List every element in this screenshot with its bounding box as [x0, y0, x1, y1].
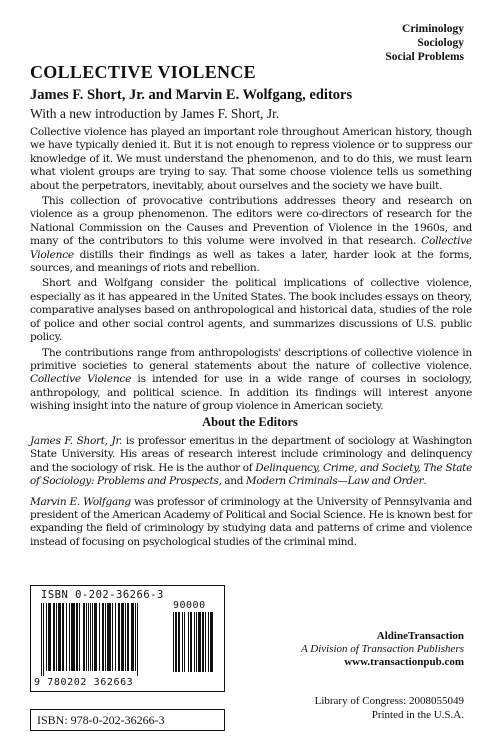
barcode-bar	[86, 603, 87, 671]
barcode-isbn-text: ISBN 0-202-36266-3	[41, 589, 164, 601]
bio-wolfgang: Marvin E. Wolfgang was professor of criminology at the University of Pennsylvania and president of the American Academy of Political and Social Science. He is known best for expanding the field of criminology by studying data and patterns of crime and violence instead of focusing on psychological studies of the criminal mind.	[30, 495, 473, 548]
isbn-label: ISBN: 978-0-202-36266-3	[30, 709, 225, 731]
barcode-bar	[41, 603, 42, 676]
barcode-bar	[196, 612, 197, 672]
barcode-bar	[198, 612, 201, 672]
introduction-credit: With a new introduction by James F. Short, Jr.	[30, 106, 280, 121]
book-description	[30, 126, 472, 416]
barcode-price-code: 90000	[173, 600, 206, 611]
barcode-bar	[194, 612, 195, 672]
barcode-bar	[92, 603, 93, 671]
barcode-bars	[41, 603, 169, 676]
book-title: COLLECTIVE VIOLENCE	[30, 62, 256, 82]
barcode-bar	[127, 603, 129, 671]
library-of-congress: Library of Congress: 2008055049	[314, 695, 464, 707]
barcode-bar	[94, 603, 97, 671]
barcode-bar	[69, 603, 70, 671]
description-paragraph-3: Short and Wolfgang consider the political implications of collective violence, especially as it has appeared in the United States. The book includes essays on theory, comparative analyses based on anthropological and historical data, studies of the role of police and other social control agents, and summarizes discussions of U.S. public policy.	[30, 277, 472, 344]
barcode-bar	[88, 603, 89, 671]
barcode-bar	[137, 603, 138, 676]
description-paragraph-1: Collective violence has played an important role throughout American history, though we have typically denied it. But it is not enough to repress violence or to suppress our knowledge of it. We must understand the phenomenon, and to do this, we must learn what violent groups are trying to say. That some choose violence tells us something about the perpetrators, inevitably, about ourselves and the society we have built.	[30, 126, 472, 192]
barcode-bar	[188, 612, 189, 672]
barcode-bar	[90, 603, 91, 671]
barcode-bar	[107, 603, 111, 671]
barcode-bar	[173, 612, 174, 672]
barcode-bar	[115, 603, 116, 671]
barcode-bar	[178, 612, 180, 672]
about-editors	[30, 435, 472, 556]
book-title-italic: Collective Violence	[30, 373, 132, 386]
barcode-bar	[135, 603, 136, 671]
barcode-bar	[71, 603, 75, 671]
catalog-info	[315, 694, 464, 722]
barcode-bar	[56, 603, 57, 671]
barcode-bar	[99, 603, 100, 671]
barcode-bar	[62, 603, 64, 671]
subject-categories	[385, 22, 464, 64]
barcode-bar	[46, 603, 47, 671]
barcode-bar	[43, 603, 44, 676]
barcode-bar	[53, 603, 55, 671]
barcode-bar	[125, 603, 126, 671]
description-paragraph-2: This collection of provocative contributions addresses theory and research on violence as a group phenomenon. The editors were co-directors of research for the National Commission on the Causes and Prevention of Violence in the 1960s, and many of the contributors to this volume were involved in that research. Collective Violence distills their findings as well as takes a later, harder look at the forms, sources, and meanings of riots and rebellion.	[30, 195, 472, 275]
barcode-bar	[48, 603, 51, 671]
barcode-bar	[184, 612, 185, 672]
publisher-block	[301, 630, 464, 669]
barcode-bar	[205, 612, 206, 672]
category-sociology: Sociology	[417, 37, 464, 49]
printed-in: Printed in the U.S.A.	[371, 709, 464, 721]
barcode-bar	[202, 612, 204, 672]
description-paragraph-4: The contributions range from anthropologists' descriptions of collective violence in primitive societies to general statements about the nature of collective violence. Collective Violence is intended for use in a wide range of courses in sociology, anthropology, and political science. In addition its findings will interest anyone wishing insight into the nature of group violence in American society.	[30, 346, 473, 413]
bio-short: James F. Short, Jr. is professor emeritus in the department of sociology at Washington State University. His areas of research interest include criminology and delinquency and the sociology of risk. He is the author of Delinquency, Crime, and Society, The State of Sociology: Problems and Prospects, and Modern Criminals—Law and Order.	[30, 435, 472, 488]
barcode-ean-digits: 9 780202 362663	[34, 677, 134, 688]
barcode-bar	[182, 612, 183, 672]
publisher-url: www.transactionpub.com	[344, 656, 464, 668]
barcode-bar	[105, 603, 106, 671]
barcode-bar	[76, 603, 78, 671]
barcode-bar	[112, 603, 113, 671]
book-editors: James F. Short, Jr. and Marvin E. Wolfgang, editors	[30, 87, 353, 103]
barcode-bar	[118, 603, 120, 671]
barcode-bar	[79, 603, 80, 671]
about-editors-heading: About the Editors	[202, 415, 298, 429]
barcode-bar	[208, 612, 209, 672]
barcode-bar	[83, 603, 85, 671]
barcode-bar	[121, 603, 124, 671]
barcode-bar	[131, 603, 134, 671]
category-criminology: Criminology	[402, 23, 464, 35]
barcode-bar	[190, 612, 192, 672]
barcode-bar	[210, 612, 213, 672]
book-title-italic: Collective Violence	[30, 235, 472, 261]
barcode-addon-bars	[173, 612, 219, 674]
category-social-problems: Social Problems	[385, 51, 464, 63]
barcode-bar	[66, 603, 67, 671]
barcode-bar	[102, 603, 104, 671]
barcode	[30, 585, 225, 692]
barcode-bar	[175, 612, 177, 672]
publisher-division: A Division of Transaction Publishers	[301, 643, 464, 655]
barcode-bar	[58, 603, 61, 671]
publisher-name: AldineTransaction	[376, 630, 464, 642]
